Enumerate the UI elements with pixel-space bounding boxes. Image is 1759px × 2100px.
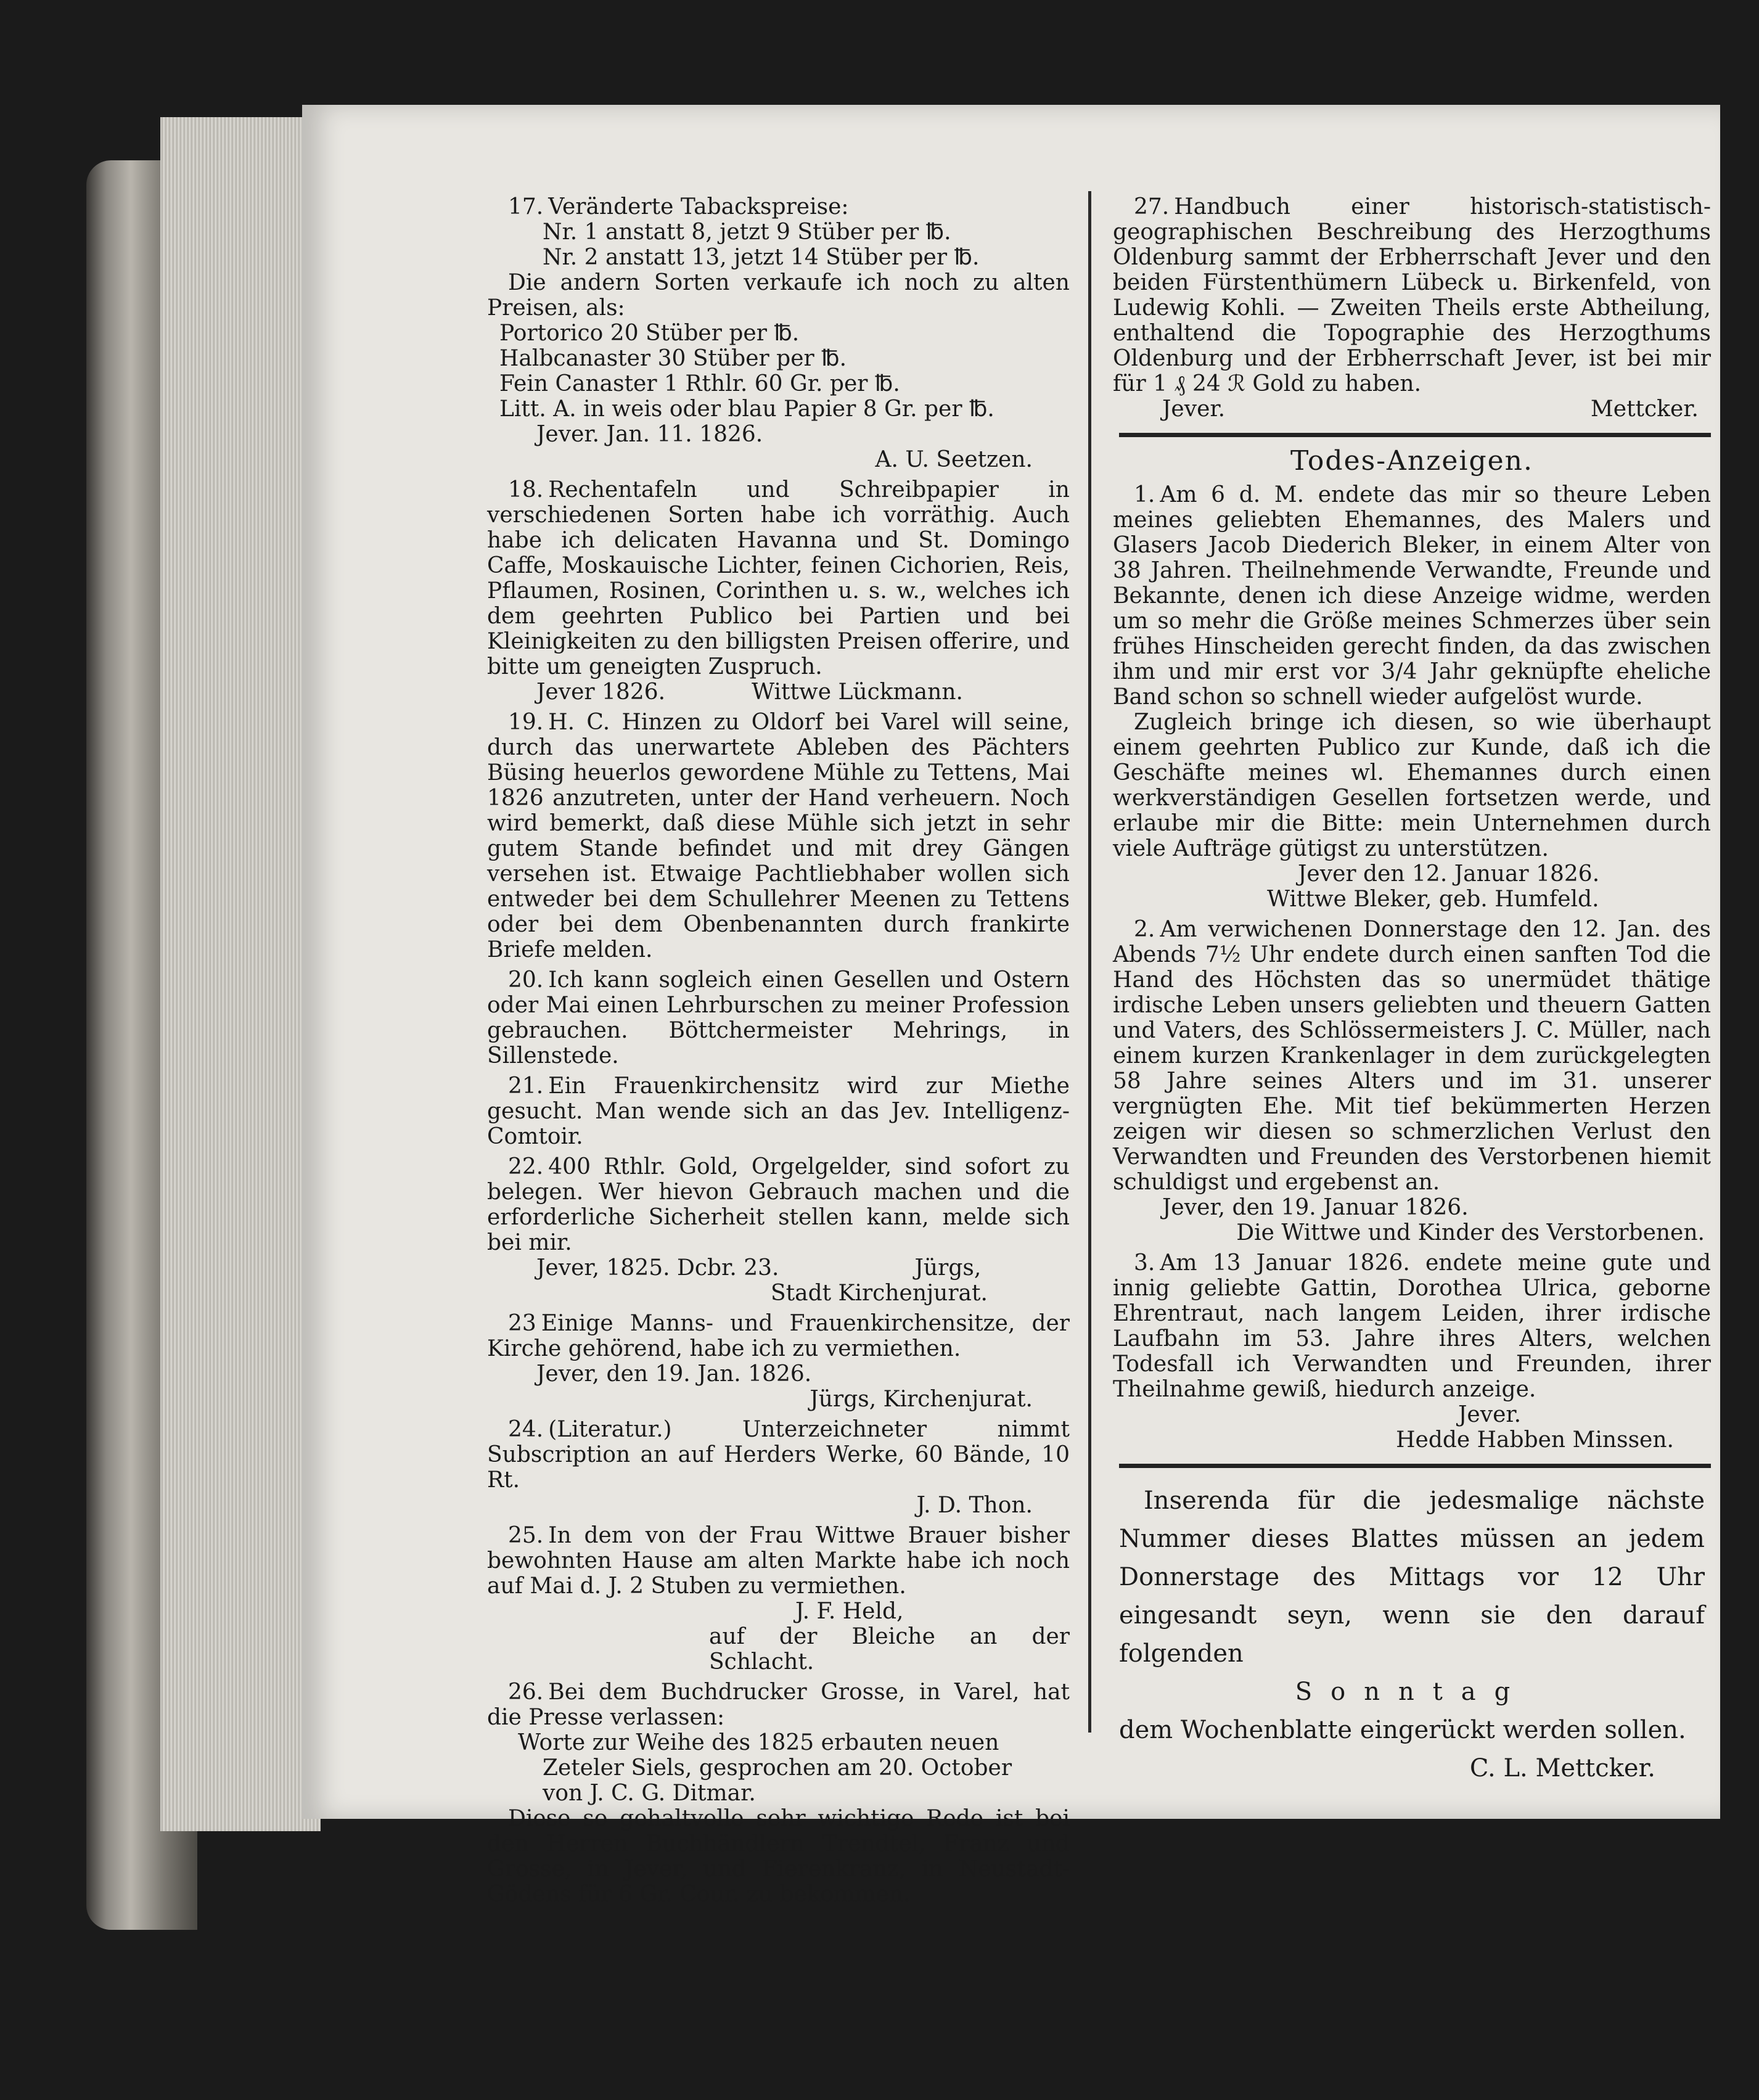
signature: auf der Bleiche an der Schlacht. — [709, 1624, 1070, 1675]
signature: Hedde Habben Minssen. — [1396, 1427, 1674, 1453]
signature: J. F. Held, — [795, 1599, 904, 1624]
dateline: Jever. — [1458, 1402, 1522, 1427]
price-line: Litt. A. in weis oder blau Papier 8 Gr. per ℔. — [499, 396, 994, 422]
notice-21 — [487, 1073, 1070, 1149]
dateline: Jever den 12. Januar 1826. — [1298, 861, 1600, 887]
dateline: Jever. Jan. 11. 1826. — [536, 422, 763, 447]
signature: Stadt Kirchenjurat. — [771, 1281, 988, 1306]
left-column — [487, 194, 1070, 1912]
notice-24 — [487, 1417, 1070, 1518]
entry-body: 400 Rthlr. Gold, Orgelgelder, sind sofort zu belegen. Wer hievon Gebrauch machen und die erforderliche Sicherheit stellen kann, melde sich bei mir. — [487, 1154, 1070, 1255]
signature: A. U. Seetzen. — [875, 447, 1033, 472]
death-notice-3 — [1113, 1250, 1711, 1453]
price-line: Fein Canaster 1 Rthlr. 60 Gr. per ℔. — [499, 371, 900, 396]
entry-body: Am 13 Januar 1826. endete meine gute und innig geliebte Gattin, Dorothea Ulrica, geborne Ehrentraut, nach langem Leiden, ihrer irdische Laufbahn im 53. Jahre ihres Alters, welchen Todesfall ich Verwandten und Freunden, ihrer Theilnahme gewiß, hiedurch anzeige. — [1113, 1250, 1711, 1402]
signature: Die Wittwe und Kinder des Verstorbenen. — [1236, 1220, 1705, 1245]
section-rule — [1119, 433, 1711, 437]
publisher-notice — [1113, 1479, 1711, 1787]
signature: C. L. Mettcker. — [1469, 1754, 1655, 1782]
entry-number: 1. — [1134, 482, 1155, 507]
entry-body: (Literatur.) Unterzeichneter nimmt Subscription an auf Herders Werke, 60 Bände, 10 Rt. — [487, 1417, 1070, 1493]
entry-body: Ich kann sogleich einen Gesellen und Ostern oder Mai einen Lehrburschen zu meiner Profession gebrauchen. Böttchermeister Mehrings, in Sillenstede. — [487, 967, 1070, 1068]
price-line: Portorico 20 Stüber per ℔. — [499, 321, 800, 346]
death-notice-1 — [1113, 482, 1711, 912]
notice-23 — [487, 1311, 1070, 1412]
entry-number: 17. — [508, 194, 544, 219]
entry-body: Handbuch einer historisch-statistisch-geographischen Beschreibung des Herzogthums Oldenburg sammt der Erbherrschaft Jever und den beiden Fürstenthümern Lübeck u. Birkenfeld, von Ludewig Kohli. — Zweiten Theils erste Abtheilung, enthaltend die Topographie des Herzogthums Oldenburg und der Erbherrschaft Jever, ist bei mir für 1 ₰ 24 ℛ Gold zu haben. — [1113, 194, 1711, 396]
notice-26 — [487, 1680, 1070, 1907]
entry-number: 25. — [508, 1523, 544, 1548]
book-title-line: Zeteler Siels, gesprochen am 20. October — [543, 1755, 1012, 1781]
entry-number: 20. — [508, 967, 544, 993]
signature: Wittwe Lückmann. — [752, 679, 963, 705]
dateline: Jever, den 19. Januar 1826. — [1162, 1195, 1469, 1220]
notice-sunday: Sonntag — [1295, 1678, 1529, 1706]
entry-body: Am verwichenen Donnerstage den 12. Jan. des Abends 7½ Uhr endete durch einen sanften Tod die Hand des Höchsten das so unermüdet thätige irdische Leben unsers geliebten und theuern Gatten und Vaters, des Schlössermeisters J. C. Müller, nach einem kurzen Krankenlager in dem zurückgelegten 58 Jahre seines Alters und im 31. unserer vergnügten Ehe. Mit tief bekümmerten Herzen zeigen wir diesen so schmerzlichen Verlust den Verwandten und Freunden des Verstorbenen hiemit schuldigst und ergebenst an. — [1113, 917, 1711, 1195]
signature: Wittwe Bleker, geb. Humfeld. — [1267, 887, 1599, 912]
signature: J. D. Thon. — [916, 1493, 1033, 1518]
book-title-line: Worte zur Weihe des 1825 erbauten neuen — [518, 1730, 999, 1755]
death-notice-2 — [1113, 917, 1711, 1245]
entry-body: Bei dem Buchdrucker Grosse, in Varel, hat die Presse verlassen: — [487, 1680, 1070, 1730]
dateline: Jever 1826. — [536, 679, 666, 705]
signature: Mettcker. — [1590, 396, 1699, 422]
right-column — [1113, 194, 1711, 1787]
price-line: Halbcanaster 30 Stüber per ℔. — [499, 346, 847, 371]
book-title-line: von J. C. G. Ditmar. — [543, 1781, 756, 1806]
notice-text: dem Wochenblatte eingerückt werden sollen. — [1119, 1716, 1686, 1744]
notice-text: Inserenda für die jedesmalige nächste Nummer dieses Blattes müssen an jedem Donnerstage des Mittags vor 12 Uhr eingesandt seyn, wenn sie den darauf folgenden — [1119, 1487, 1705, 1668]
entry-number: 21. — [508, 1073, 544, 1099]
entry-number: 19. — [508, 710, 544, 735]
section-rule — [1119, 1464, 1711, 1468]
price-line: Nr. 1 anstatt 8, jetzt 9 Stüber per ℔. — [543, 219, 951, 245]
notice-27 — [1113, 194, 1711, 422]
page-edges — [160, 117, 321, 1831]
signature: Jürgs, — [914, 1255, 982, 1281]
entry-body: Am 6 d. M. endete das mir so theure Leben meines geliebten Ehemannes, des Malers und Glasers Jacob Diederich Bleker, in einem Alter von 38 Jahren. Theilnehmende Verwandte, Freunde und Bekannte, denen ich diese Anzeige widme, werden um so mehr die Größe meines Schmerzes über sein frühes Hinscheiden gerecht finden, da das zwischen ihm und mir erst vor 3/4 Jahr geknüpfte eheliche Band schon so schnell wieder aufgelöst wurde. — [1113, 482, 1711, 710]
entry-number: 26. — [508, 1680, 544, 1705]
entry-number: 23 — [508, 1311, 536, 1336]
entry-body: In dem von der Frau Wittwe Brauer bisher bewohnten Hause am alten Markte habe ich noch auf Mai d. J. 2 Stuben zu vermiethen. — [487, 1523, 1070, 1599]
notice-17 — [487, 194, 1070, 472]
signature: Jürgs, Kirchenjurat. — [810, 1387, 1033, 1412]
entry-body: Rechentafeln und Schreibpapier in verschiedenen Sorten habe ich vorräthig. Auch habe ich delicaten Havanna und St. Domingo Caffe, Moskauische Lichter, feinen Cichorien, Reis, Pflaumen, Rosinen, Corinthen u. s. w., welches ich dem geehrten Publico bei Partien und bei Kleinigkeiten zu den billigsten Preisen offerire, und bitte um geneigten Zuspruch. — [487, 477, 1070, 679]
entry-body: Einige Manns- und Frauenkirchensitze, der Kirche gehörend, habe ich zu vermiethen. — [487, 1311, 1070, 1361]
notice-19 — [487, 710, 1070, 962]
notice-20 — [487, 967, 1070, 1068]
entry-body: Zugleich bringe ich diesen, so wie überhaupt einem geehrten Publico zur Kunde, daß ich die Geschäfte meines wl. Ehemannes durch einen werkverständigen Gesellen fortsetzen werde, und erlaube mir die Bitte: mein Unternehmen durch viele Aufträge gütigst zu unterstützen. — [1113, 710, 1711, 861]
entry-number: 22. — [508, 1154, 544, 1179]
notice-22 — [487, 1154, 1070, 1306]
notice-25 — [487, 1523, 1070, 1675]
notice-18 — [487, 477, 1070, 705]
entry-body: Diese so gehaltvolle sehr wichtige Rede ist bei den Herren Buchhändlern Trendtel, Franz und Grosse, in Jever, und Fierenkranz, in Neustadt-Gödens für 6 Gr. Cour. zu bekommen. — [487, 1806, 1070, 1907]
price-line: Nr. 2 anstatt 13, jetzt 14 Stüber per ℔. — [543, 245, 980, 270]
entry-number: 27. — [1134, 194, 1170, 219]
entry-body: Ein Frauenkirchensitz wird zur Miethe gesucht. Man wende sich an das Jev. Intelligenz-Comtoir. — [487, 1073, 1070, 1149]
dateline: Jever. — [1162, 396, 1226, 422]
dateline: Jever, 1825. Dcbr. 23. — [536, 1255, 779, 1281]
price-line: Die andern Sorten verkaufe ich noch zu alten Preisen, als: — [487, 270, 1070, 321]
entry-title: Veränderte Tabackspreise: — [548, 194, 849, 219]
entry-number: 18. — [508, 477, 544, 502]
entry-number: 2. — [1134, 917, 1155, 942]
entry-number: 3. — [1134, 1250, 1155, 1276]
entry-body: H. C. Hinzen zu Oldorf bei Varel will seine, durch das unerwartete Ableben des Pächters Büsing heuerlos gewordene Mühle zu Tettens, Mai 1826 anzutreten, unter der Hand verheuern. Noch wird bemerkt, daß diese Mühle sich jetzt in sehr gutem Stande befindet und mit drey Gängen versehen ist. Etwaige Pachtliebhaber wollen sich entweder bei dem Schullehrer Meenen zu Tettens oder bei dem Obenbenannten durch frankirte Briefe melden. — [487, 710, 1070, 962]
column-divider — [1088, 191, 1091, 1733]
section-heading: Todes-Anzeigen. — [1290, 445, 1533, 477]
dateline: Jever, den 19. Jan. 1826. — [536, 1361, 812, 1387]
entry-number: 24. — [508, 1417, 544, 1442]
